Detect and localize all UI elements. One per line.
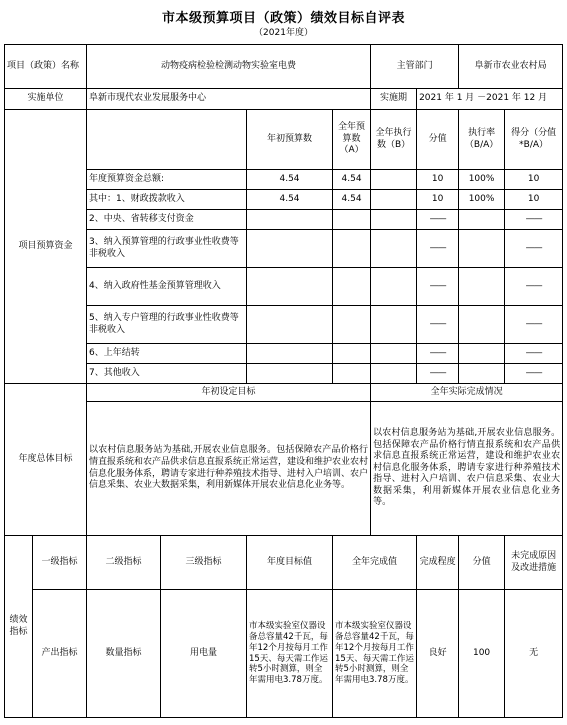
perf-weight: 100	[459, 590, 505, 718]
goals-header-row	[5, 384, 563, 402]
budget-weight: 10	[417, 170, 459, 190]
budget-initial	[247, 210, 333, 230]
budget-header-row	[5, 110, 563, 170]
budget-weight: 10	[417, 190, 459, 210]
budget-row-label: 其中：1、财政拨款收入	[87, 190, 247, 210]
goals-actual-text: 以农村信息服务站为基础,开展农业信息服务。包括保障农产品价格行情直报系统和农产品供求信息直报系统正常运营，建设和维护农业农村信息化服务体系，聘请专家进行种养殖技术指导、进村入户培训、农户信息采集、农业大数据采集，利用新媒体开展农业信息化业务等。	[371, 402, 563, 536]
col-initial-budget: 年初预算数	[247, 110, 333, 170]
budget-initial	[247, 306, 333, 344]
unit-value: 阜新市现代农业发展服务中心	[87, 89, 371, 110]
budget-initial	[247, 344, 333, 364]
budget-executed	[371, 230, 417, 268]
budget-initial	[247, 230, 333, 268]
budget-executed	[371, 364, 417, 384]
budget-row-label: 5、纳入专户管理的行政事业性收费等非税收入	[87, 306, 247, 344]
col-score-weight: 分值	[417, 110, 459, 170]
budget-weight: ——	[417, 230, 459, 268]
budget-rate	[459, 306, 505, 344]
budget-annual	[333, 364, 371, 384]
budget-score: ——	[505, 344, 563, 364]
budget-initial: 4.54	[247, 190, 333, 210]
budget-rate	[459, 230, 505, 268]
budget-score: ——	[505, 268, 563, 306]
budget-row	[5, 170, 563, 190]
budget-annual	[333, 306, 371, 344]
col-reason: 未完成原因及改进措施	[505, 536, 563, 590]
budget-row-label: 4、纳入政府性基金预算管理收入	[87, 268, 247, 306]
perf-section-label: 绩效指标	[5, 536, 33, 718]
col-weight: 分值	[459, 536, 505, 590]
perf-row	[5, 590, 563, 718]
budget-rate	[459, 210, 505, 230]
budget-row	[5, 190, 563, 210]
budget-initial	[247, 364, 333, 384]
budget-score: ——	[505, 230, 563, 268]
col-target: 年度目标值	[247, 536, 333, 590]
col-execution-rate: 执行率（B/A）	[459, 110, 505, 170]
evaluation-table	[4, 44, 563, 718]
budget-executed	[371, 190, 417, 210]
budget-executed	[371, 170, 417, 190]
budget-annual	[333, 344, 371, 364]
dept-value: 阜新市农业农村局	[459, 45, 563, 89]
budget-score: ——	[505, 364, 563, 384]
budget-executed	[371, 344, 417, 364]
period-value: 2021 年 1 月 －2021 年 12 月	[417, 89, 563, 110]
budget-executed	[371, 210, 417, 230]
budget-annual	[333, 268, 371, 306]
budget-score: ——	[505, 306, 563, 344]
col-level2: 二级指标	[87, 536, 161, 590]
budget-executed	[371, 268, 417, 306]
budget-row	[5, 364, 563, 384]
budget-row-label: 3、纳入预算管理的行政事业性收费等非税收入	[87, 230, 247, 268]
header-row-unit	[5, 89, 563, 110]
col-level1: 一级指标	[33, 536, 87, 590]
perf-level2: 数量指标	[87, 590, 161, 718]
budget-weight: ——	[417, 210, 459, 230]
col-annual-executed: 全年执行数（B）	[371, 110, 417, 170]
perf-reason: 无	[505, 590, 563, 718]
budget-weight: ——	[417, 306, 459, 344]
perf-actual: 市本级实验室仪器设备总容量42千瓦，每年12个月按每月工作15天、每天需工作运转5小时测算，则全年需用电3.78万度。	[333, 590, 417, 718]
header-row-project	[5, 45, 563, 89]
budget-row-label: 6、上年结转	[87, 344, 247, 364]
budget-row-label: 7、其他收入	[87, 364, 247, 384]
perf-level1: 产出指标	[33, 590, 87, 718]
goals-actual-label: 全年实际完成情况	[371, 384, 563, 402]
goals-content-row	[5, 402, 563, 536]
budget-weight: ——	[417, 268, 459, 306]
perf-completion: 良好	[417, 590, 459, 718]
budget-row-label: 年度预算资金总额:	[87, 170, 247, 190]
budget-rate: 100%	[459, 190, 505, 210]
perf-header-row	[5, 536, 563, 590]
budget-weight: ——	[417, 364, 459, 384]
budget-row	[5, 210, 563, 230]
period-label: 实施期	[371, 89, 417, 110]
budget-rate	[459, 344, 505, 364]
budget-rate	[459, 268, 505, 306]
perf-target: 市本级实验室仪器设备总容量42千瓦，每年12个月按每月工作15天、每天需工作运转5小时测算，则全年需用电3.78万度。	[247, 590, 333, 718]
budget-row	[5, 268, 563, 306]
budget-score: 10	[505, 190, 563, 210]
col-actual: 全年完成值	[333, 536, 417, 590]
col-completion: 完成程度	[417, 536, 459, 590]
budget-annual: 4.54	[333, 190, 371, 210]
budget-score: ——	[505, 210, 563, 230]
budget-annual	[333, 230, 371, 268]
budget-weight: ——	[417, 344, 459, 364]
budget-rate	[459, 364, 505, 384]
col-score: 得分（分值*B/A）	[505, 110, 563, 170]
budget-executed	[371, 306, 417, 344]
form-title: 市本级预算项目（政策）绩效目标自评表	[161, 11, 405, 26]
budget-row	[5, 344, 563, 364]
col-level3: 三级指标	[161, 536, 247, 590]
unit-label: 实施单位	[5, 89, 87, 110]
form-subtitle: （2021年度）	[254, 28, 313, 38]
budget-initial	[247, 268, 333, 306]
budget-row-label: 2、中央、省转移支付资金	[87, 210, 247, 230]
budget-annual	[333, 210, 371, 230]
col-annual-budget: 全年预算数（A）	[333, 110, 371, 170]
budget-score: 10	[505, 170, 563, 190]
perf-level3: 用电量	[161, 590, 247, 718]
budget-rate: 100%	[459, 170, 505, 190]
budget-row	[5, 230, 563, 268]
budget-initial: 4.54	[247, 170, 333, 190]
goals-initial-text: 以农村信息服务站为基础,开展农业信息服务。包括保障农产品价格行情直报系统和农产品供求信息直报系统正常运营，建设和维护农业农村信息化服务体系，聘请专家进行种养殖技术指导、进村入户培训、农户信息采集、农业大数据采集，利用新媒体开展农业信息化业务等。	[87, 402, 371, 536]
goals-section-label: 年度总体目标	[5, 384, 87, 536]
budget-annual: 4.54	[333, 170, 371, 190]
budget-row	[5, 306, 563, 344]
project-name-value: 动物疫病检验检测动物实验室电费	[87, 45, 371, 89]
dept-label: 主管部门	[371, 45, 459, 89]
project-name-label: 项目（政策）名称	[5, 45, 87, 89]
goals-initial-label: 年初设定目标	[87, 384, 371, 402]
budget-section-label: 项目预算资金	[5, 110, 87, 384]
